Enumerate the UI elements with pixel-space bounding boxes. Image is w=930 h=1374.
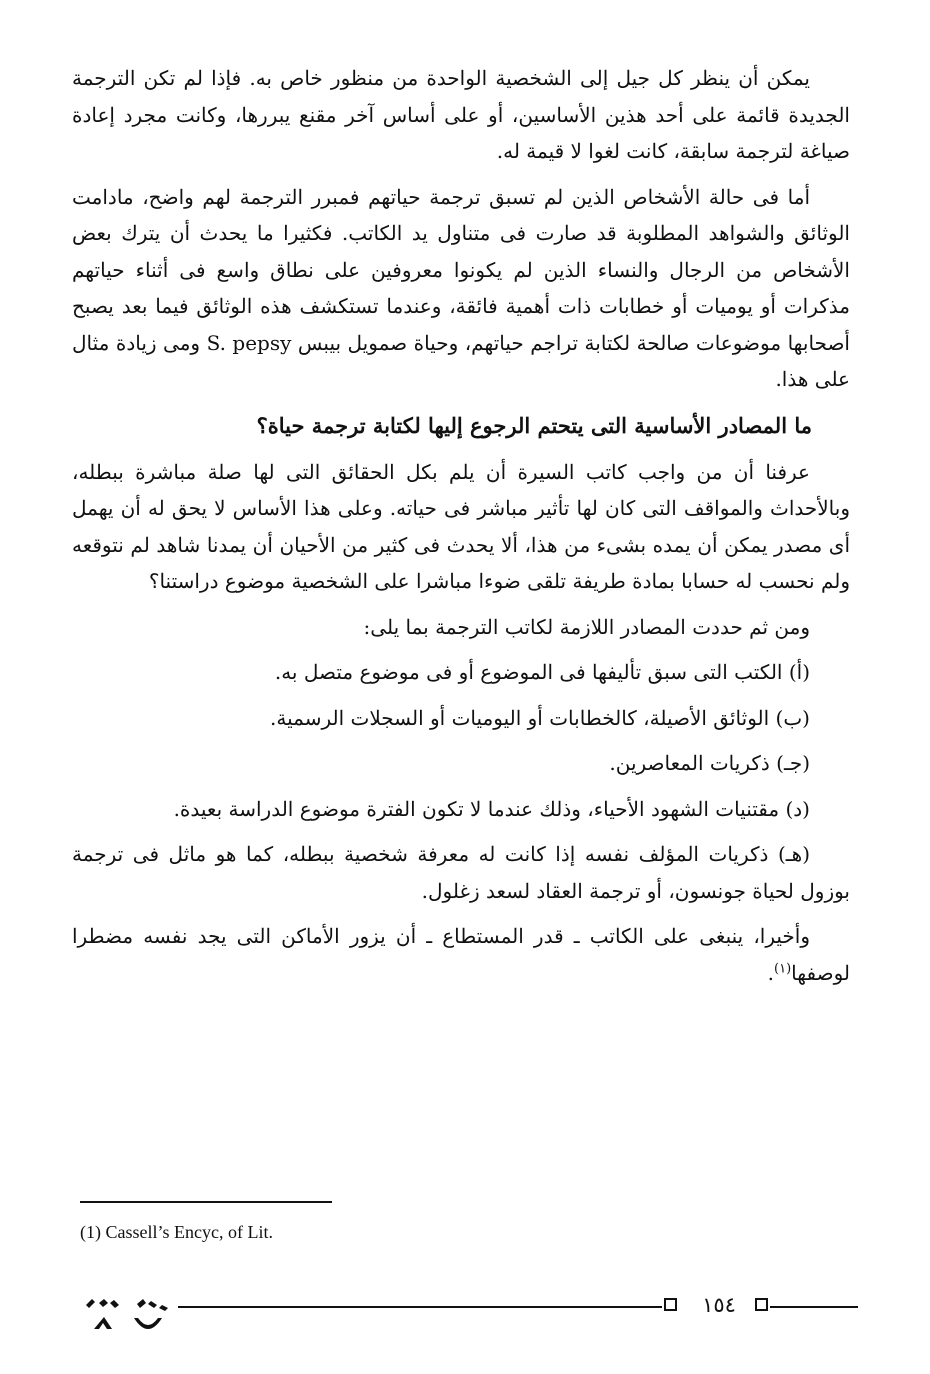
ornament-icon — [82, 1296, 174, 1342]
list-item-b: (ب) الوثائق الأصيلة، كالخطابات أو اليوميات أو السجلات الرسمية. — [270, 705, 810, 730]
footnote-reference: (١) — [774, 960, 792, 976]
footnote-divider — [80, 1201, 332, 1203]
page-number: ١٥٤ — [702, 1293, 736, 1317]
paragraph-2: أما فى حالة الأشخاص الذين لم تسبق ترجمة حياتهم فمبرر الترجمة لهم واضح، مادامت الوثائق والشواهد المطلوبة قد صارت فى متناول يد الكاتب. فكثيرا ما يحدث أن يترك بعض الأشخاص من الرجال والنساء الذين لم يكونوا معروفين على نطاق واسع فى أثناء حياتهم مذكرات أو يوميات أو خطابات ذات أهمية فائقة، وعندما تستكشف هذه الوثائق فيما بعد يصبح أصحابها موضوعات صالحة لكتابة تراجم حياتهم، وحياة صمويل بيبس S. pepsy ومى زيادة مثال على هذا. — [72, 184, 850, 391]
paragraph-1: يمكن أن ينظر كل جيل إلى الشخصية الواحدة من منظور خاص به. فإذا لم تكن الترجمة الجديدة قائمة على أحد هذين الأساسين، أو على أساس آخر مقنع يبررها، وكانت مجرد إعادة صياغة لترجمة سابقة، كانت لغوا لا قيمة له. — [72, 66, 850, 163]
footer-rule-left — [178, 1306, 662, 1308]
closing-text: وأخيرا، ينبغى على الكاتب ـ قدر المستطاع ـ أن يزور الأماكن التى يجد نفسه مضطرا لوصفها — [72, 924, 850, 985]
footer-box-left — [664, 1298, 677, 1311]
footer-box-right — [755, 1298, 768, 1311]
list-item-c: (جـ) ذكريات المعاصرين. — [609, 751, 810, 775]
footnote: (1) Cassell’s Encyc, of Lit. — [80, 1222, 273, 1242]
list-intro: ومن ثم حددت المصادر اللازمة لكاتب الترجمة بما يلى: — [363, 614, 810, 639]
closing-paragraph: وأخيرا، ينبغى على الكاتب ـ قدر المستطاع ـ أن يزور الأماكن التى يجد نفسه مضطرا لوصفها$^{(١)}$. — [72, 924, 850, 985]
list-item-e: (هـ) ذكريات المؤلف نفسه إذا كانت له معرفة شخصية ببطله، كما هو ماثل فى ترجمة بوزول لحياة جونسون، أو ترجمة العقاد لسعد زغلول. — [72, 842, 850, 903]
page-footer — [0, 1288, 930, 1338]
list-item-d: (د) مقتنيات الشهود الأحياء، وذلك عندما لا تكون الفترة موضوع الدراسة بعيدة. — [173, 796, 810, 821]
page-body — [72, 60, 850, 1180]
footer-rule-right — [770, 1306, 858, 1308]
paragraph-3: عرفنا أن من واجب كاتب السيرة أن يلم بكل الحقائق التى لها صلة مباشرة ببطله، وبالأحداث والمواقف التى كان لها تأثير مباشر فى حياته. وعلى هذا الأساس لا يحق له أن يهمل أى مصدر يمكن أن يمده بشىء من هذا، ألا يحدث فى كثير من الأحيان أن يمدنا شاهد لم نتوقعه ولم نحسب له حسابا بمادة طريفة تلقى ضوءا مباشرا على الشخصية موضوع دراستنا؟ — [72, 459, 850, 593]
list-item-a: (أ) الكتب التى سبق تأليفها فى الموضوع أو فى موضوع متصل به. — [274, 660, 810, 684]
section-heading: ما المصادر الأساسية التى يتحتم الرجوع إليها لكتابة ترجمة حياة؟ — [256, 412, 812, 438]
